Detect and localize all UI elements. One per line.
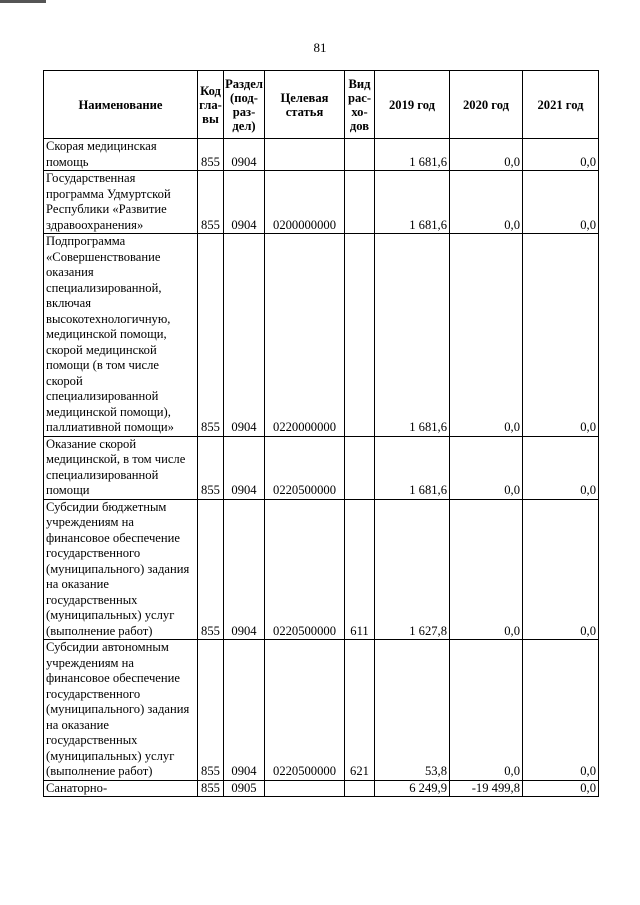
- row-code: 855: [198, 640, 224, 781]
- table-row: [44, 234, 599, 437]
- row-section: 0904: [224, 499, 265, 640]
- row-2019: 1 627,8: [375, 499, 450, 640]
- row-2019: 1 681,6: [375, 171, 450, 234]
- table-row: [44, 139, 599, 171]
- row-2019: 1 681,6: [375, 139, 450, 171]
- row-2021: 0,0: [523, 171, 599, 234]
- row-kind: 621: [345, 640, 375, 781]
- page-number: 81: [313, 40, 327, 55]
- row-2019: 1 681,6: [375, 234, 450, 437]
- row-name: Субсидии бюджетным учреждениям на финансовое обеспечение государственного (муниципального) задания на оказание государственных (муниципальных) услуг (выполнение работ): [44, 499, 198, 640]
- row-kind: [345, 436, 375, 499]
- row-2019: 53,8: [375, 640, 450, 781]
- row-2021: 0,0: [523, 234, 599, 437]
- header-name: Наименование: [44, 71, 198, 139]
- row-2020: 0,0: [450, 499, 523, 640]
- row-2019: 6 249,9: [375, 780, 450, 797]
- row-target: 0220000000: [265, 234, 345, 437]
- row-kind: [345, 139, 375, 171]
- row-kind: [345, 780, 375, 797]
- header-kind: Вид рас-хо-дов: [345, 71, 375, 139]
- row-2021: 0,0: [523, 436, 599, 499]
- budget-table: [43, 70, 599, 797]
- row-2020: 0,0: [450, 640, 523, 781]
- header-target: Целевая статья: [265, 71, 345, 139]
- row-code: 855: [198, 499, 224, 640]
- row-code: 855: [198, 234, 224, 437]
- row-name: Подпрограмма «Совершенствование оказания специализированной, включая высокотехнологичную, медицинской помощи, скорой медицинской помощи (в том числе скорой специализированной медицинской помощи), паллиативной помощи»: [44, 234, 198, 437]
- row-2020: -19 499,8: [450, 780, 523, 797]
- row-2020: 0,0: [450, 436, 523, 499]
- row-name: Субсидии автономным учреждениям на финансовое обеспечение государственного (муниципального) задания на оказание государственных (муниципальных) услуг (выполнение работ): [44, 640, 198, 781]
- row-section: 0904: [224, 640, 265, 781]
- header-section: Раздел (под-раз-дел): [224, 71, 265, 139]
- table-row: [44, 640, 599, 781]
- row-target: 0220500000: [265, 640, 345, 781]
- row-name: Оказание скорой медицинской, в том числе специализированной помощи: [44, 436, 198, 499]
- table-row: [44, 780, 599, 797]
- row-target: 0200000000: [265, 171, 345, 234]
- row-kind: [345, 234, 375, 437]
- row-target: 0220500000: [265, 499, 345, 640]
- row-2020: 0,0: [450, 171, 523, 234]
- row-2021: 0,0: [523, 499, 599, 640]
- row-section: 0904: [224, 139, 265, 171]
- row-section: 0904: [224, 436, 265, 499]
- row-2021: 0,0: [523, 780, 599, 797]
- table-row: [44, 499, 599, 640]
- header-2020: 2020 год: [450, 71, 523, 139]
- row-code: 855: [198, 780, 224, 797]
- row-code: 855: [198, 436, 224, 499]
- row-target: [265, 139, 345, 171]
- row-2021: 0,0: [523, 640, 599, 781]
- table-row: [44, 171, 599, 234]
- row-name: Государственная программа Удмуртской Республики «Развитие здравоохранения»: [44, 171, 198, 234]
- row-section: 0904: [224, 234, 265, 437]
- header-2021: 2021 год: [523, 71, 599, 139]
- row-name: Санаторно-: [44, 780, 198, 797]
- row-2020: 0,0: [450, 234, 523, 437]
- row-2021: 0,0: [523, 139, 599, 171]
- row-section: 0905: [224, 780, 265, 797]
- scan-edge-mark: [0, 0, 46, 3]
- table-row: [44, 436, 599, 499]
- row-code: 855: [198, 171, 224, 234]
- row-section: 0904: [224, 171, 265, 234]
- row-2019: 1 681,6: [375, 436, 450, 499]
- row-name: Скорая медицинская помощь: [44, 139, 198, 171]
- header-2019: 2019 год: [375, 71, 450, 139]
- row-code: 855: [198, 139, 224, 171]
- row-target: 0220500000: [265, 436, 345, 499]
- header-code: Код гла-вы: [198, 71, 224, 139]
- row-kind: 611: [345, 499, 375, 640]
- row-target: [265, 780, 345, 797]
- row-kind: [345, 171, 375, 234]
- row-2020: 0,0: [450, 139, 523, 171]
- table-header-row: [44, 71, 599, 139]
